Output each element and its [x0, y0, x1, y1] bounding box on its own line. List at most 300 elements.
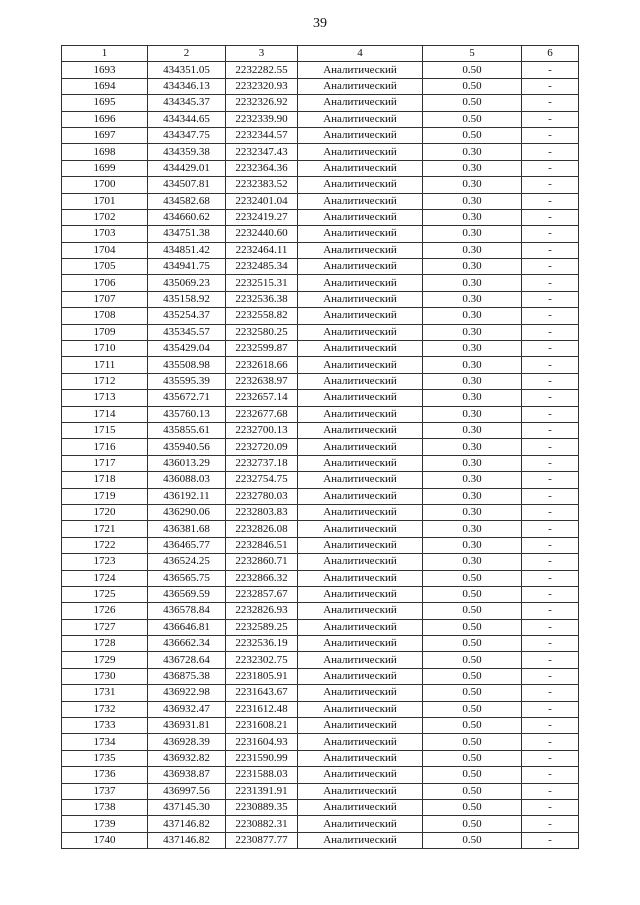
point-number-cell: 1720: [62, 504, 148, 520]
table-row: [62, 357, 579, 373]
x-coordinate-cell: 435940.56: [148, 439, 226, 455]
x-coordinate-cell: 434347.75: [148, 127, 226, 143]
table-row: [62, 652, 579, 668]
point-number-cell: 1723: [62, 554, 148, 570]
note-cell: -: [522, 373, 579, 389]
x-coordinate-cell: 434359.38: [148, 144, 226, 160]
x-coordinate-cell: 436192.11: [148, 488, 226, 504]
method-cell: Аналитический: [298, 603, 423, 619]
table-row: [62, 422, 579, 438]
method-cell: Аналитический: [298, 78, 423, 94]
y-coordinate-cell: 2232339.90: [226, 111, 298, 127]
method-cell: Аналитический: [298, 275, 423, 291]
y-coordinate-cell: 2232464.11: [226, 242, 298, 258]
y-coordinate-cell: 2232326.92: [226, 95, 298, 111]
method-cell: Аналитический: [298, 209, 423, 225]
table-row: [62, 111, 579, 127]
x-coordinate-cell: 436928.39: [148, 734, 226, 750]
y-coordinate-cell: 2232657.14: [226, 390, 298, 406]
accuracy-cell: 0.30: [423, 406, 522, 422]
y-coordinate-cell: 2232803.83: [226, 504, 298, 520]
accuracy-cell: 0.50: [423, 95, 522, 111]
method-cell: Аналитический: [298, 570, 423, 586]
coordinates-table: [61, 45, 579, 849]
note-cell: -: [522, 291, 579, 307]
page-number: 39: [313, 16, 327, 31]
point-number-cell: 1728: [62, 636, 148, 652]
table-row: [62, 701, 579, 717]
column-header: 2: [148, 46, 226, 62]
point-number-cell: 1707: [62, 291, 148, 307]
accuracy-cell: 0.30: [423, 422, 522, 438]
method-cell: Аналитический: [298, 193, 423, 209]
y-coordinate-cell: 2231604.93: [226, 734, 298, 750]
point-number-cell: 1721: [62, 521, 148, 537]
accuracy-cell: 0.30: [423, 160, 522, 176]
accuracy-cell: 0.50: [423, 668, 522, 684]
note-cell: -: [522, 799, 579, 815]
x-coordinate-cell: 436381.68: [148, 521, 226, 537]
table-row: [62, 127, 579, 143]
method-cell: Аналитический: [298, 324, 423, 340]
column-header: 4: [298, 46, 423, 62]
y-coordinate-cell: 2232599.87: [226, 341, 298, 357]
y-coordinate-cell: 2232754.75: [226, 472, 298, 488]
x-coordinate-cell: 435672.71: [148, 390, 226, 406]
note-cell: -: [522, 177, 579, 193]
method-cell: Аналитический: [298, 586, 423, 602]
accuracy-cell: 0.30: [423, 324, 522, 340]
x-coordinate-cell: 435508.98: [148, 357, 226, 373]
accuracy-cell: 0.30: [423, 439, 522, 455]
accuracy-cell: 0.30: [423, 275, 522, 291]
accuracy-cell: 0.50: [423, 832, 522, 848]
method-cell: Аналитический: [298, 455, 423, 471]
x-coordinate-cell: 434507.81: [148, 177, 226, 193]
column-header: 3: [226, 46, 298, 62]
y-coordinate-cell: 2232589.25: [226, 619, 298, 635]
point-number-cell: 1704: [62, 242, 148, 258]
y-coordinate-cell: 2232720.09: [226, 439, 298, 455]
method-cell: Аналитический: [298, 242, 423, 258]
point-number-cell: 1739: [62, 816, 148, 832]
x-coordinate-cell: 435069.23: [148, 275, 226, 291]
accuracy-cell: 0.30: [423, 455, 522, 471]
note-cell: -: [522, 95, 579, 111]
x-coordinate-cell: 436646.81: [148, 619, 226, 635]
note-cell: -: [522, 750, 579, 766]
method-cell: Аналитический: [298, 259, 423, 275]
table-row: [62, 291, 579, 307]
note-cell: -: [522, 242, 579, 258]
table-row: [62, 685, 579, 701]
note-cell: -: [522, 636, 579, 652]
table-row: [62, 275, 579, 291]
x-coordinate-cell: 434941.75: [148, 259, 226, 275]
method-cell: Аналитический: [298, 504, 423, 520]
point-number-cell: 1699: [62, 160, 148, 176]
accuracy-cell: 0.50: [423, 127, 522, 143]
method-cell: Аналитический: [298, 111, 423, 127]
accuracy-cell: 0.30: [423, 521, 522, 537]
x-coordinate-cell: 434660.62: [148, 209, 226, 225]
y-coordinate-cell: 2232618.66: [226, 357, 298, 373]
y-coordinate-cell: 2231588.03: [226, 767, 298, 783]
method-cell: Аналитический: [298, 422, 423, 438]
y-coordinate-cell: 2232866.32: [226, 570, 298, 586]
y-coordinate-cell: 2232536.38: [226, 291, 298, 307]
method-cell: Аналитический: [298, 718, 423, 734]
note-cell: -: [522, 472, 579, 488]
point-number-cell: 1719: [62, 488, 148, 504]
x-coordinate-cell: 436662.34: [148, 636, 226, 652]
accuracy-cell: 0.30: [423, 537, 522, 553]
point-number-cell: 1696: [62, 111, 148, 127]
y-coordinate-cell: 2232383.52: [226, 177, 298, 193]
accuracy-cell: 0.50: [423, 636, 522, 652]
x-coordinate-cell: 435855.61: [148, 422, 226, 438]
note-cell: -: [522, 193, 579, 209]
point-number-cell: 1698: [62, 144, 148, 160]
accuracy-cell: 0.50: [423, 570, 522, 586]
table-row: [62, 586, 579, 602]
accuracy-cell: 0.30: [423, 144, 522, 160]
method-cell: Аналитический: [298, 177, 423, 193]
table-row: [62, 750, 579, 766]
accuracy-cell: 0.30: [423, 209, 522, 225]
x-coordinate-cell: 435429.04: [148, 341, 226, 357]
x-coordinate-cell: 437146.82: [148, 816, 226, 832]
method-cell: Аналитический: [298, 799, 423, 815]
method-cell: Аналитический: [298, 357, 423, 373]
method-cell: Аналитический: [298, 734, 423, 750]
table-row: [62, 455, 579, 471]
note-cell: -: [522, 619, 579, 635]
x-coordinate-cell: 436290.06: [148, 504, 226, 520]
note-cell: -: [522, 504, 579, 520]
note-cell: -: [522, 603, 579, 619]
x-coordinate-cell: 435345.57: [148, 324, 226, 340]
y-coordinate-cell: 2232826.93: [226, 603, 298, 619]
accuracy-cell: 0.50: [423, 799, 522, 815]
table-row: [62, 193, 579, 209]
accuracy-cell: 0.50: [423, 685, 522, 701]
method-cell: Аналитический: [298, 668, 423, 684]
method-cell: Аналитический: [298, 390, 423, 406]
method-cell: Аналитический: [298, 685, 423, 701]
y-coordinate-cell: 2232320.93: [226, 78, 298, 94]
note-cell: -: [522, 422, 579, 438]
table-row: [62, 521, 579, 537]
method-cell: Аналитический: [298, 341, 423, 357]
x-coordinate-cell: 436578.84: [148, 603, 226, 619]
accuracy-cell: 0.50: [423, 586, 522, 602]
table-row: [62, 799, 579, 815]
note-cell: -: [522, 832, 579, 848]
point-number-cell: 1732: [62, 701, 148, 717]
table-row: [62, 668, 579, 684]
method-cell: Аналитический: [298, 472, 423, 488]
x-coordinate-cell: 436932.82: [148, 750, 226, 766]
note-cell: -: [522, 160, 579, 176]
x-coordinate-cell: 436932.47: [148, 701, 226, 717]
point-number-cell: 1703: [62, 226, 148, 242]
y-coordinate-cell: 2231805.91: [226, 668, 298, 684]
point-number-cell: 1694: [62, 78, 148, 94]
x-coordinate-cell: 436728.64: [148, 652, 226, 668]
point-number-cell: 1702: [62, 209, 148, 225]
point-number-cell: 1715: [62, 422, 148, 438]
y-coordinate-cell: 2232536.19: [226, 636, 298, 652]
method-cell: Аналитический: [298, 619, 423, 635]
accuracy-cell: 0.50: [423, 62, 522, 78]
note-cell: -: [522, 685, 579, 701]
y-coordinate-cell: 2231608.21: [226, 718, 298, 734]
y-coordinate-cell: 2232347.43: [226, 144, 298, 160]
note-cell: -: [522, 455, 579, 471]
method-cell: Аналитический: [298, 439, 423, 455]
point-number-cell: 1710: [62, 341, 148, 357]
x-coordinate-cell: 435760.13: [148, 406, 226, 422]
table-row: [62, 439, 579, 455]
x-coordinate-cell: 436524.25: [148, 554, 226, 570]
y-coordinate-cell: 2232780.03: [226, 488, 298, 504]
accuracy-cell: 0.30: [423, 242, 522, 258]
note-cell: -: [522, 521, 579, 537]
table-row: [62, 832, 579, 848]
method-cell: Аналитический: [298, 160, 423, 176]
accuracy-cell: 0.30: [423, 373, 522, 389]
note-cell: -: [522, 488, 579, 504]
note-cell: -: [522, 718, 579, 734]
point-number-cell: 1725: [62, 586, 148, 602]
point-number-cell: 1727: [62, 619, 148, 635]
method-cell: Аналитический: [298, 832, 423, 848]
note-cell: -: [522, 144, 579, 160]
y-coordinate-cell: 2232846.51: [226, 537, 298, 553]
accuracy-cell: 0.50: [423, 734, 522, 750]
method-cell: Аналитический: [298, 62, 423, 78]
y-coordinate-cell: 2231643.67: [226, 685, 298, 701]
y-coordinate-cell: 2232282.55: [226, 62, 298, 78]
table-body: [62, 62, 579, 849]
x-coordinate-cell: 436088.03: [148, 472, 226, 488]
table-row: [62, 242, 579, 258]
table-row: [62, 62, 579, 78]
method-cell: Аналитический: [298, 127, 423, 143]
note-cell: -: [522, 570, 579, 586]
accuracy-cell: 0.50: [423, 750, 522, 766]
method-cell: Аналитический: [298, 652, 423, 668]
accuracy-cell: 0.30: [423, 193, 522, 209]
method-cell: Аналитический: [298, 701, 423, 717]
point-number-cell: 1729: [62, 652, 148, 668]
note-cell: -: [522, 767, 579, 783]
note-cell: -: [522, 554, 579, 570]
method-cell: Аналитический: [298, 521, 423, 537]
note-cell: -: [522, 357, 579, 373]
x-coordinate-cell: 436013.29: [148, 455, 226, 471]
y-coordinate-cell: 2232638.97: [226, 373, 298, 389]
x-coordinate-cell: 434346.13: [148, 78, 226, 94]
x-coordinate-cell: 434345.37: [148, 95, 226, 111]
accuracy-cell: 0.50: [423, 718, 522, 734]
y-coordinate-cell: 2230889.35: [226, 799, 298, 815]
point-number-cell: 1730: [62, 668, 148, 684]
table-row: [62, 78, 579, 94]
table-row: [62, 373, 579, 389]
point-number-cell: 1695: [62, 95, 148, 111]
note-cell: -: [522, 62, 579, 78]
method-cell: Аналитический: [298, 308, 423, 324]
note-cell: -: [522, 734, 579, 750]
note-cell: -: [522, 668, 579, 684]
y-coordinate-cell: 2232826.08: [226, 521, 298, 537]
x-coordinate-cell: 434344.65: [148, 111, 226, 127]
note-cell: -: [522, 816, 579, 832]
point-number-cell: 1722: [62, 537, 148, 553]
x-coordinate-cell: 434582.68: [148, 193, 226, 209]
method-cell: Аналитический: [298, 537, 423, 553]
table-row: [62, 734, 579, 750]
y-coordinate-cell: 2231391.91: [226, 783, 298, 799]
column-header: 6: [522, 46, 579, 62]
table-row: [62, 783, 579, 799]
note-cell: -: [522, 586, 579, 602]
method-cell: Аналитический: [298, 144, 423, 160]
accuracy-cell: 0.30: [423, 177, 522, 193]
method-cell: Аналитический: [298, 226, 423, 242]
x-coordinate-cell: 434851.42: [148, 242, 226, 258]
table-row: [62, 308, 579, 324]
accuracy-cell: 0.30: [423, 472, 522, 488]
y-coordinate-cell: 2232401.04: [226, 193, 298, 209]
y-coordinate-cell: 2232860.71: [226, 554, 298, 570]
y-coordinate-cell: 2230882.31: [226, 816, 298, 832]
table-row: [62, 144, 579, 160]
y-coordinate-cell: 2232700.13: [226, 422, 298, 438]
table-row: [62, 95, 579, 111]
point-number-cell: 1713: [62, 390, 148, 406]
point-number-cell: 1701: [62, 193, 148, 209]
accuracy-cell: 0.30: [423, 341, 522, 357]
y-coordinate-cell: 2232515.31: [226, 275, 298, 291]
accuracy-cell: 0.50: [423, 816, 522, 832]
accuracy-cell: 0.50: [423, 652, 522, 668]
note-cell: -: [522, 341, 579, 357]
point-number-cell: 1738: [62, 799, 148, 815]
y-coordinate-cell: 2232302.75: [226, 652, 298, 668]
column-header: 1: [62, 46, 148, 62]
accuracy-cell: 0.50: [423, 603, 522, 619]
accuracy-cell: 0.30: [423, 357, 522, 373]
method-cell: Аналитический: [298, 291, 423, 307]
table-row: [62, 226, 579, 242]
x-coordinate-cell: 436922.98: [148, 685, 226, 701]
point-number-cell: 1711: [62, 357, 148, 373]
accuracy-cell: 0.30: [423, 390, 522, 406]
accuracy-cell: 0.30: [423, 259, 522, 275]
point-number-cell: 1700: [62, 177, 148, 193]
accuracy-cell: 0.30: [423, 226, 522, 242]
x-coordinate-cell: 436565.75: [148, 570, 226, 586]
x-coordinate-cell: 436875.38: [148, 668, 226, 684]
point-number-cell: 1731: [62, 685, 148, 701]
x-coordinate-cell: 434351.05: [148, 62, 226, 78]
note-cell: -: [522, 127, 579, 143]
point-number-cell: 1706: [62, 275, 148, 291]
note-cell: -: [522, 701, 579, 717]
point-number-cell: 1716: [62, 439, 148, 455]
y-coordinate-cell: 2232440.60: [226, 226, 298, 242]
method-cell: Аналитический: [298, 636, 423, 652]
x-coordinate-cell: 437146.82: [148, 832, 226, 848]
note-cell: -: [522, 406, 579, 422]
point-number-cell: 1724: [62, 570, 148, 586]
table-row: [62, 160, 579, 176]
accuracy-cell: 0.30: [423, 308, 522, 324]
x-coordinate-cell: 436465.77: [148, 537, 226, 553]
note-cell: -: [522, 439, 579, 455]
table-row: [62, 390, 579, 406]
table-row: [62, 816, 579, 832]
table-row: [62, 554, 579, 570]
accuracy-cell: 0.50: [423, 619, 522, 635]
note-cell: -: [522, 275, 579, 291]
x-coordinate-cell: 436569.59: [148, 586, 226, 602]
y-coordinate-cell: 2231590.99: [226, 750, 298, 766]
note-cell: -: [522, 209, 579, 225]
method-cell: Аналитический: [298, 554, 423, 570]
y-coordinate-cell: 2232558.82: [226, 308, 298, 324]
method-cell: Аналитический: [298, 95, 423, 111]
accuracy-cell: 0.50: [423, 783, 522, 799]
point-number-cell: 1733: [62, 718, 148, 734]
point-number-cell: 1717: [62, 455, 148, 471]
accuracy-cell: 0.30: [423, 488, 522, 504]
table-row: [62, 177, 579, 193]
accuracy-cell: 0.30: [423, 554, 522, 570]
table-row: [62, 619, 579, 635]
accuracy-cell: 0.50: [423, 767, 522, 783]
method-cell: Аналитический: [298, 406, 423, 422]
accuracy-cell: 0.50: [423, 78, 522, 94]
x-coordinate-cell: 435158.92: [148, 291, 226, 307]
point-number-cell: 1740: [62, 832, 148, 848]
accuracy-cell: 0.50: [423, 111, 522, 127]
point-number-cell: 1737: [62, 783, 148, 799]
note-cell: -: [522, 226, 579, 242]
method-cell: Аналитический: [298, 488, 423, 504]
y-coordinate-cell: 2232485.34: [226, 259, 298, 275]
note-cell: -: [522, 259, 579, 275]
point-number-cell: 1709: [62, 324, 148, 340]
method-cell: Аналитический: [298, 373, 423, 389]
table-row: [62, 636, 579, 652]
note-cell: -: [522, 390, 579, 406]
table-row: [62, 537, 579, 553]
method-cell: Аналитический: [298, 816, 423, 832]
column-header: 5: [423, 46, 522, 62]
y-coordinate-cell: 2232364.36: [226, 160, 298, 176]
table-row: [62, 504, 579, 520]
x-coordinate-cell: 435595.39: [148, 373, 226, 389]
table-row: [62, 767, 579, 783]
y-coordinate-cell: 2232419.27: [226, 209, 298, 225]
point-number-cell: 1708: [62, 308, 148, 324]
table-row: [62, 472, 579, 488]
point-number-cell: 1726: [62, 603, 148, 619]
